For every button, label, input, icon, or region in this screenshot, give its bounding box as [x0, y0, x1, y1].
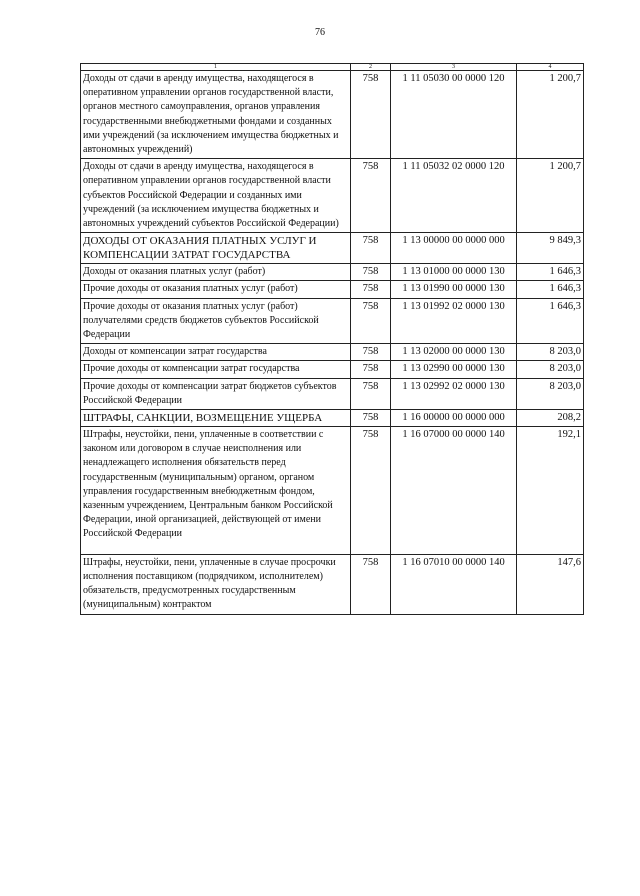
amount-cell: 8 203,0 [517, 378, 584, 409]
name-cell: Доходы от сдачи в аренду имущества, находящегося в оперативном управлении органов государственной власти, органов местного самоуправления, органов управления государственными внебюджетными фондами и созданных ими учреждений (за исключением имущества бюджетных и автономных учреждений) [81, 71, 351, 159]
name-cell: Доходы от компенсации затрат государства [81, 344, 351, 361]
admin-code-cell: 758 [351, 378, 391, 409]
name-cell: Штрафы, неустойки, пени, уплаченные в соответствии с законом или договором в случае неисполнения или ненадлежащего исполнения обязательств перед государственным (муниципальным) органом, органом управления государственным внебюджетным фондом, казенным учреждением, Центральным банком Российской Федерации, иной организацией, действующей от имени Российской Федерации [81, 427, 351, 555]
column-header: 4 [517, 64, 584, 71]
admin-code-cell: 758 [351, 554, 391, 614]
admin-code-cell: 758 [351, 427, 391, 555]
name-cell: ДОХОДЫ ОТ ОКАЗАНИЯ ПЛАТНЫХ УСЛУГ И КОМПЕНСАЦИИ ЗАТРАТ ГОСУДАРСТВА [81, 233, 351, 264]
name-cell: Доходы от сдачи в аренду имущества, находящегося в оперативном управлении органов государственной власти субъектов Российской Федерации и созданных ими учреждений (за исключением имущества бюджетных и автономных учреждений субъектов Российской Федерации) [81, 159, 351, 233]
amount-cell: 147,6 [517, 554, 584, 614]
table-row [81, 71, 584, 159]
column-header: 3 [391, 64, 517, 71]
revenue-table [80, 63, 584, 615]
admin-code-cell: 758 [351, 233, 391, 264]
table-row [81, 427, 584, 555]
table-row [81, 298, 584, 344]
admin-code-cell: 758 [351, 71, 391, 159]
admin-code-cell: 758 [351, 281, 391, 298]
table-row [81, 264, 584, 281]
admin-code-cell: 758 [351, 298, 391, 344]
page-number: 76 [315, 27, 325, 38]
amount-cell: 1 646,3 [517, 298, 584, 344]
name-cell: Прочие доходы от оказания платных услуг (работ) получателями средств бюджетов субъектов Российской Федерации [81, 298, 351, 344]
table-row [81, 554, 584, 614]
table-row [81, 378, 584, 409]
name-cell: Штрафы, неустойки, пени, уплаченные в случае просрочки исполнения поставщиком (подрядчиком, исполнителем) обязательств, предусмотренных государственным (муниципальным) контрактом [81, 554, 351, 614]
amount-cell: 1 200,7 [517, 71, 584, 159]
column-header: 1 [81, 64, 351, 71]
amount-cell: 8 203,0 [517, 361, 584, 378]
budget-code-cell: 1 13 00000 00 0000 000 [391, 233, 517, 264]
budget-code-cell: 1 13 01000 00 0000 130 [391, 264, 517, 281]
table-body [81, 71, 584, 615]
name-cell: Прочие доходы от компенсации затрат бюджетов субъектов Российской Федерации [81, 378, 351, 409]
table-row [81, 281, 584, 298]
name-cell: Доходы от оказания платных услуг (работ) [81, 264, 351, 281]
name-cell: Прочие доходы от компенсации затрат государства [81, 361, 351, 378]
budget-code-cell: 1 13 02990 00 0000 130 [391, 361, 517, 378]
admin-code-cell: 758 [351, 344, 391, 361]
table-row [81, 159, 584, 233]
budget-code-cell: 1 13 01990 00 0000 130 [391, 281, 517, 298]
budget-code-cell: 1 13 01992 02 0000 130 [391, 298, 517, 344]
budget-code-cell: 1 16 07000 00 0000 140 [391, 427, 517, 555]
column-header: 2 [351, 64, 391, 71]
amount-cell: 1 200,7 [517, 159, 584, 233]
name-cell: ШТРАФЫ, САНКЦИИ, ВОЗМЕЩЕНИЕ УЩЕРБА [81, 410, 351, 427]
admin-code-cell: 758 [351, 410, 391, 427]
budget-code-cell: 1 16 00000 00 0000 000 [391, 410, 517, 427]
budget-code-cell: 1 11 05030 00 0000 120 [391, 71, 517, 159]
amount-cell: 192,1 [517, 427, 584, 555]
admin-code-cell: 758 [351, 361, 391, 378]
table-header-row [81, 64, 584, 71]
name-cell: Прочие доходы от оказания платных услуг (работ) [81, 281, 351, 298]
budget-code-cell: 1 11 05032 02 0000 120 [391, 159, 517, 233]
table-row [81, 410, 584, 427]
amount-cell: 9 849,3 [517, 233, 584, 264]
admin-code-cell: 758 [351, 159, 391, 233]
table-row [81, 233, 584, 264]
amount-cell: 1 646,3 [517, 264, 584, 281]
amount-cell: 1 646,3 [517, 281, 584, 298]
amount-cell: 8 203,0 [517, 344, 584, 361]
budget-code-cell: 1 16 07010 00 0000 140 [391, 554, 517, 614]
table-row [81, 361, 584, 378]
budget-code-cell: 1 13 02992 02 0000 130 [391, 378, 517, 409]
budget-code-cell: 1 13 02000 00 0000 130 [391, 344, 517, 361]
admin-code-cell: 758 [351, 264, 391, 281]
table-row [81, 344, 584, 361]
amount-cell: 208,2 [517, 410, 584, 427]
